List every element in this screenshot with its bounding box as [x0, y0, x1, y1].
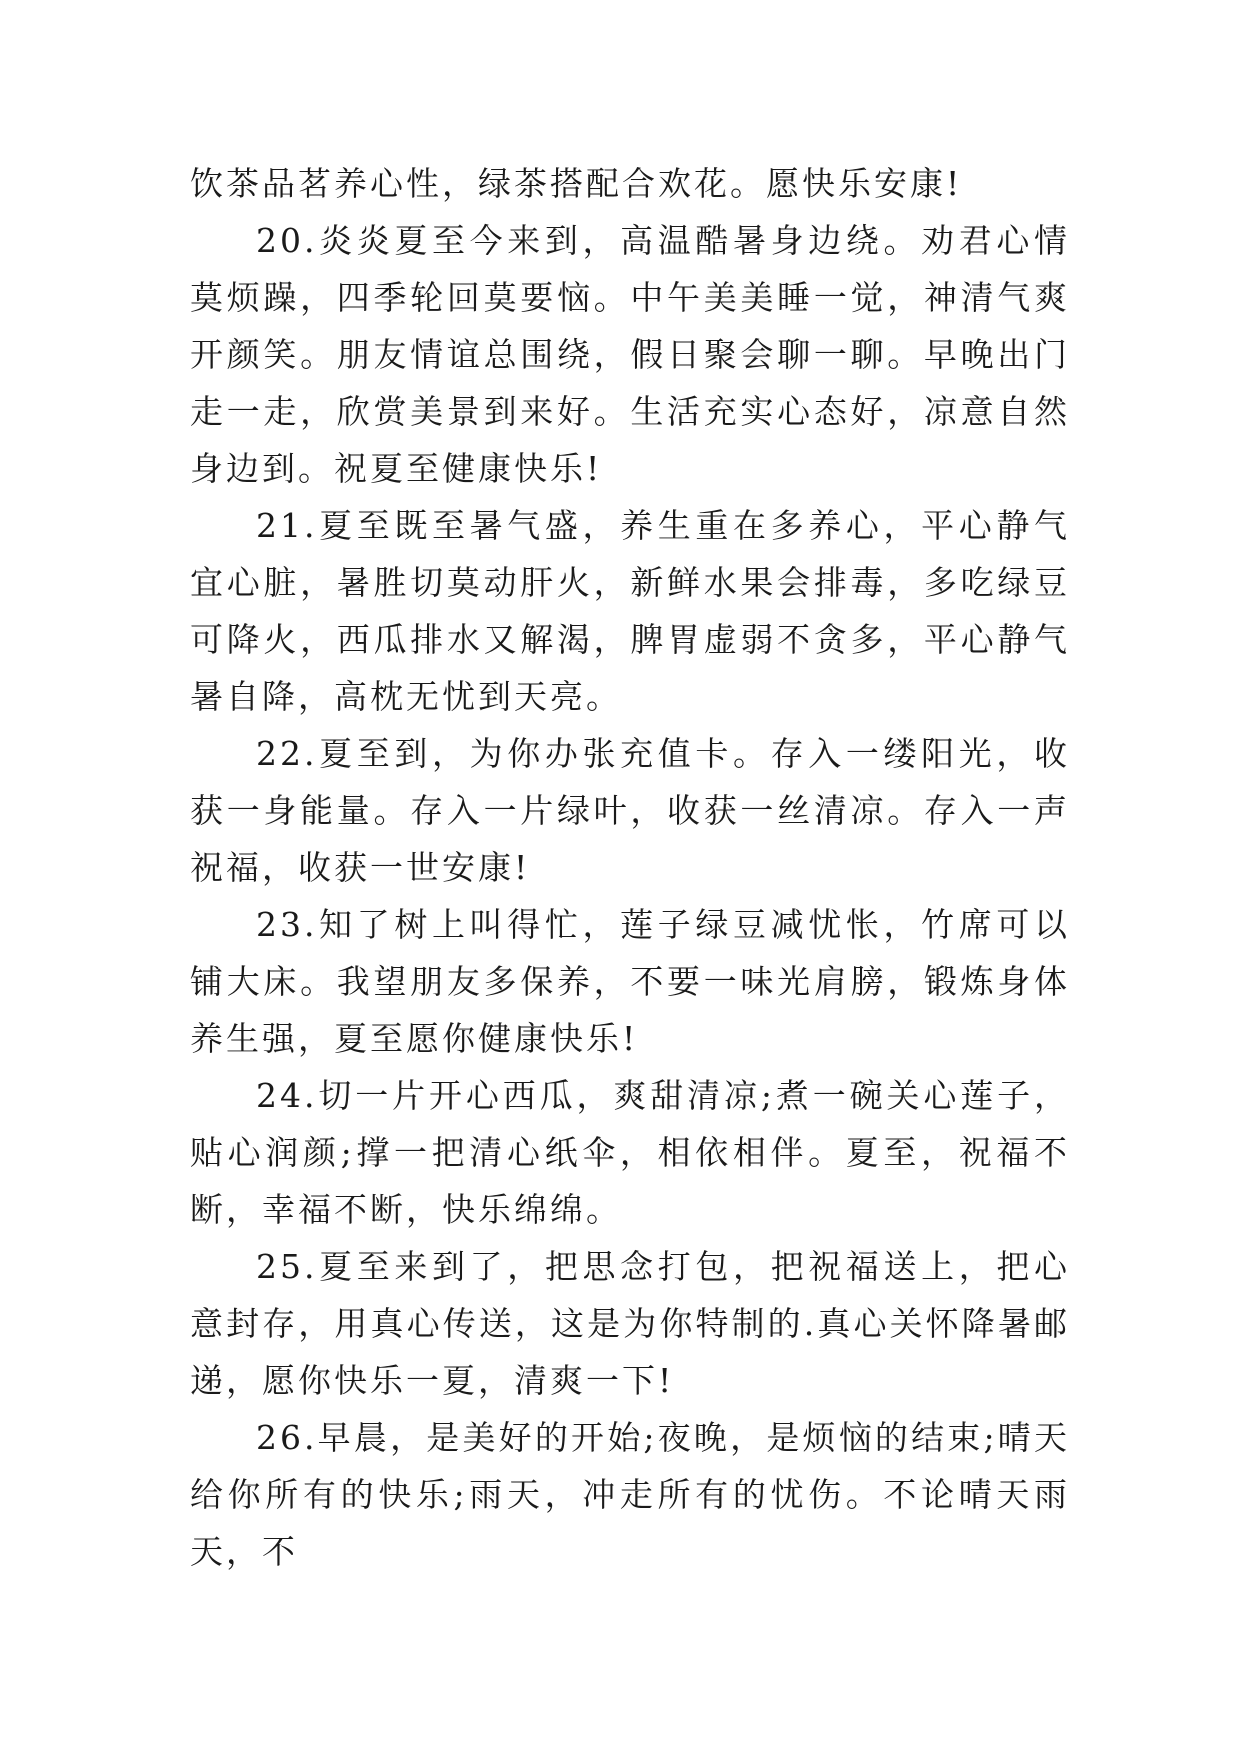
paragraph-item-21: 21.夏至既至暑气盛，养生重在多养心，平心静气宜心脏，暑胜切莫动肝火，新鲜水果会排毒，多吃绿豆可降火，西瓜排水又解渴，脾胃虚弱不贪多，平心静气暑自降，高枕无忧到天亮。	[190, 506, 1070, 716]
paragraph-continuation: 饮茶品茗养心性，绿茶搭配合欢花。愿快乐安康!	[190, 164, 963, 203]
paragraph-item-25: 25.夏至来到了，把思念打包，把祝福送上，把心意封存，用真心传送，这是为你特制的.真心关怀降暑邮递，愿你快乐一夏，清爽一下!	[190, 1247, 1070, 1400]
paragraph-item-23: 23.知了树上叫得忙，莲子绿豆减忧怅，竹席可以铺大床。我望朋友多保养，不要一味光肩膀，锻炼身体养生强，夏至愿你健康快乐!	[190, 905, 1070, 1058]
paragraph-item-24: 24.切一片开心西瓜，爽甜清凉;煮一碗关心莲子，贴心润颜;撑一把清心纸伞，相依相伴。夏至，祝福不断，幸福不断，快乐绵绵。	[190, 1076, 1070, 1229]
paragraph-item-22: 22.夏至到，为你办张充值卡。存入一缕阳光，收获一身能量。存入一片绿叶，收获一丝清凉。存入一声祝福，收获一世安康!	[190, 734, 1070, 887]
paragraph-item-26: 26.早晨，是美好的开始;夜晚，是烦恼的结束;晴天给你所有的快乐;雨天，冲走所有的忧伤。不论晴天雨天，不	[190, 1418, 1070, 1571]
document-body	[190, 155, 1070, 1580]
paragraph-item-20: 20.炎炎夏至今来到，高温酷暑身边绕。劝君心情莫烦躁，四季轮回莫要恼。中午美美睡一觉，神清气爽开颜笑。朋友情谊总围绕，假日聚会聊一聊。早晚出门走一走，欣赏美景到来好。生活充实心态好，凉意自然身边到。祝夏至健康快乐!	[190, 221, 1070, 488]
